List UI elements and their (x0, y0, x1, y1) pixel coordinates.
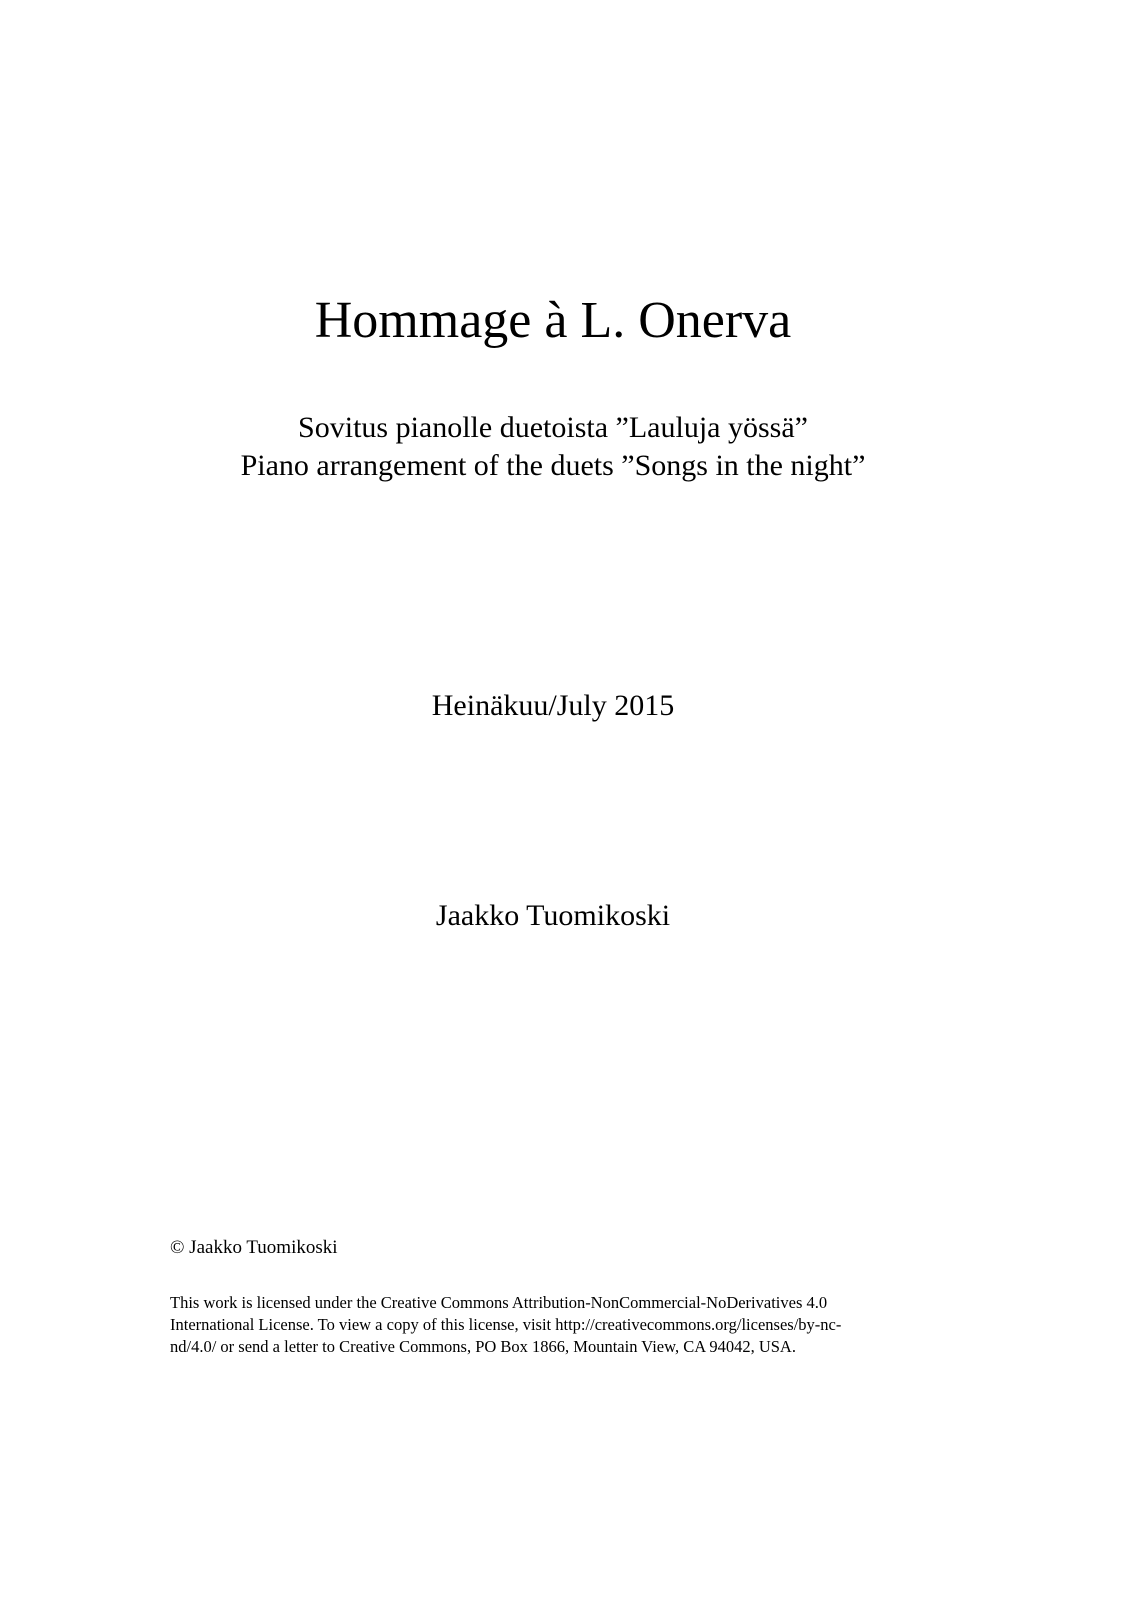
license-text (170, 1292, 950, 1358)
subtitle-english: Piano arrangement of the duets ”Songs in the night” (240, 449, 866, 482)
subtitle-finnish: Sovitus pianolle duetoista ”Lauluja yössä” (298, 411, 808, 444)
license-line: This work is licensed under the Creative Commons Attribution-NonCommercial-NoDerivatives 4.0 (170, 1293, 828, 1312)
subtitle-block (0, 409, 1106, 485)
document-title: Hommage à L. Onerva (314, 292, 792, 349)
publication-date: Heinäkuu/July 2015 (431, 689, 675, 722)
license-line: International License. To view a copy of this license, visit http://creativecommons.org/licenses/by-nc- (170, 1315, 842, 1334)
copyright-notice: © Jaakko Tuomikoski (170, 1237, 338, 1258)
author-name: Jaakko Tuomikoski (435, 899, 671, 932)
license-line: nd/4.0/ or send a letter to Creative Commons, PO Box 1866, Mountain View, CA 94042, USA. (170, 1337, 796, 1356)
